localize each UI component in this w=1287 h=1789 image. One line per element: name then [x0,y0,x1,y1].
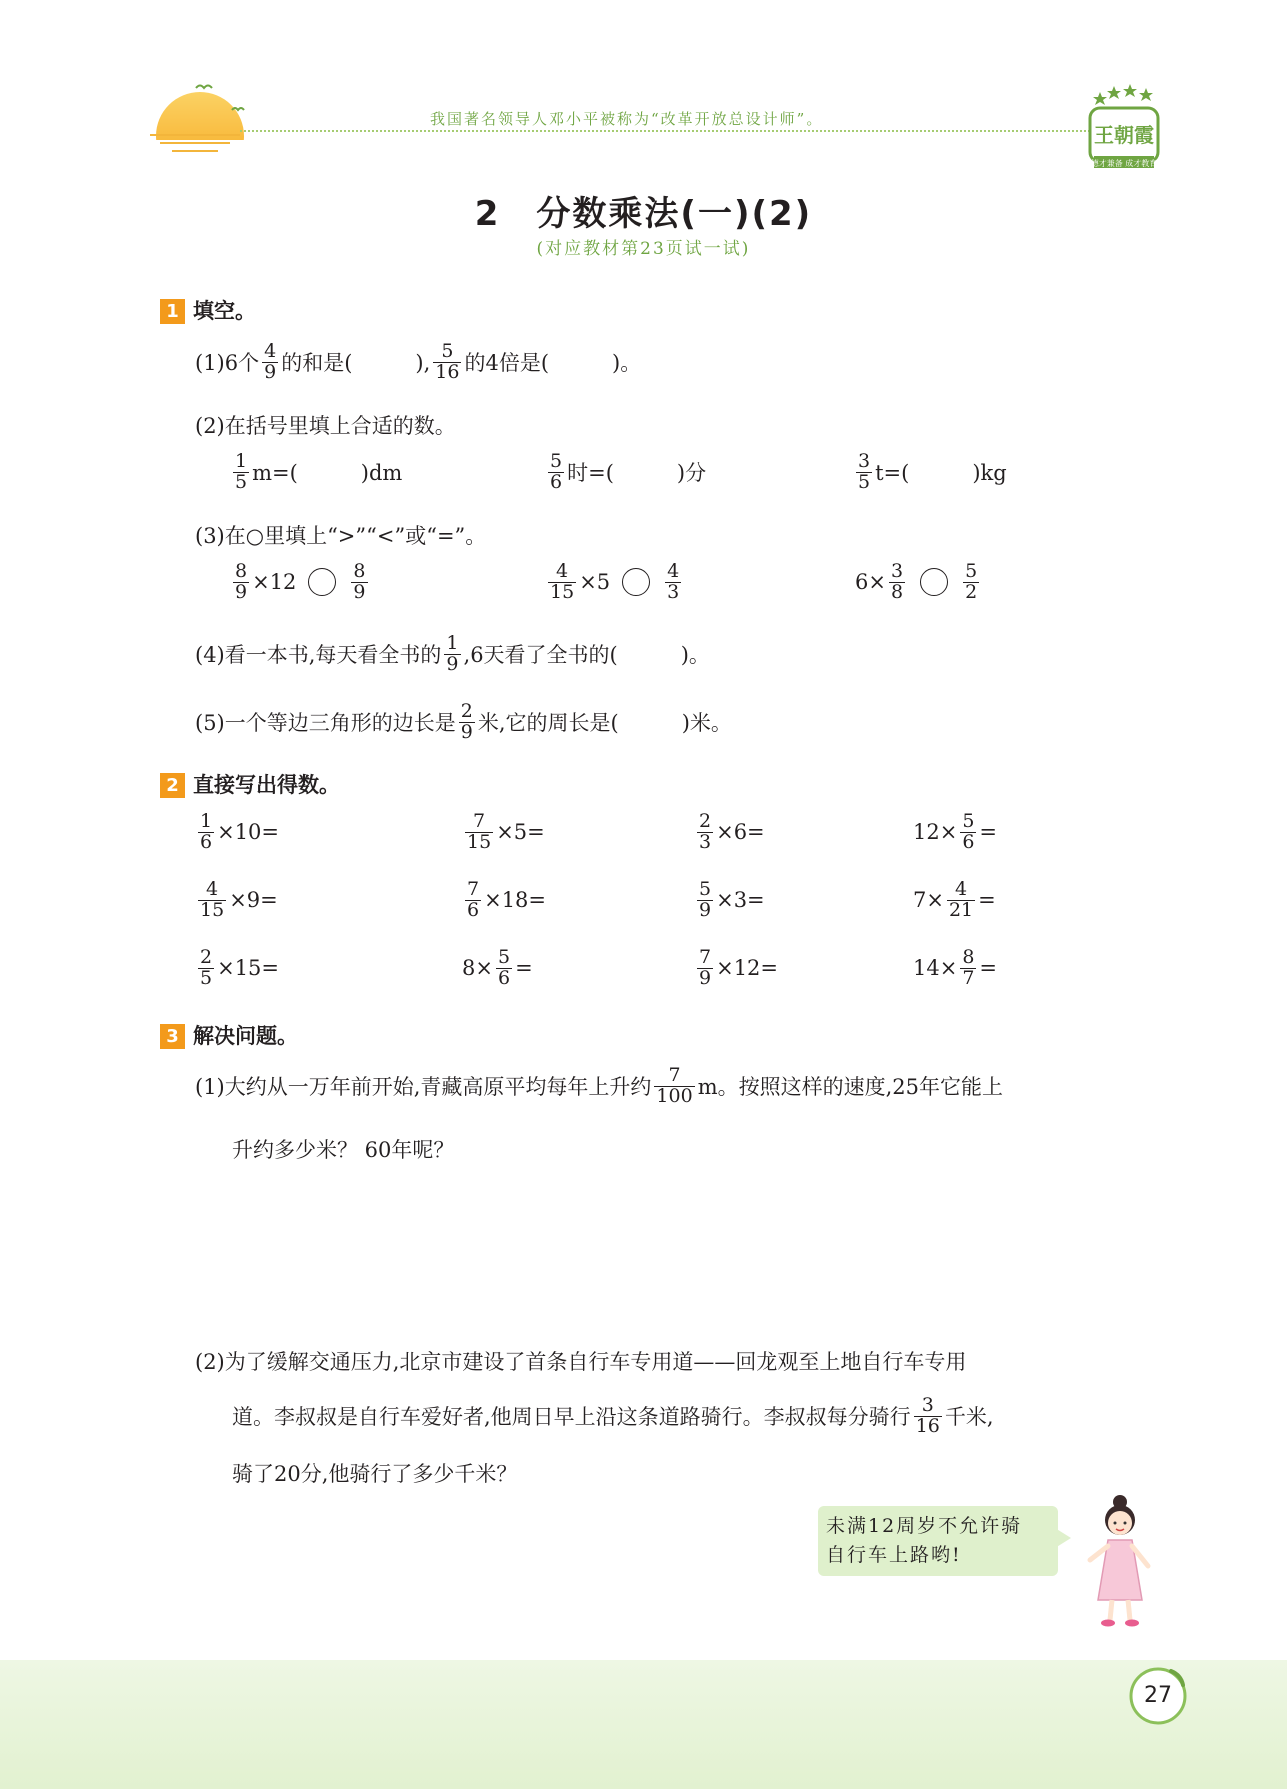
fraction: $\frac{1}{9}$ [446,632,459,675]
fraction: $\frac{1}{5}$ [235,450,248,493]
fraction: $\frac{5}{2}$ [965,560,978,603]
page-subtitle: (对应教材第23页试一试) [536,239,751,259]
fraction: $\frac{4}{15}$ [200,878,225,921]
question-text: (3)在○里填上“>”“<”或“=”。 [195,524,487,548]
calc-item [694,880,765,921]
sun-reflection-line [160,142,230,144]
section-3-heading [160,1022,298,1050]
calc-item [195,880,278,921]
tip-bubble-tail [1055,1528,1071,1548]
compare-item: $\frac{8}{9}$ ×12 $\frac{8}{9}$ [235,560,366,603]
problem-text: 升约多少米？ 60年呢？ [232,1138,455,1162]
calc-suffix: = [515,956,533,981]
sun-reflection-line [150,134,240,136]
fraction: $\frac{4}{15}$ [550,560,575,603]
calc-suffix: ×10= [217,820,280,845]
footer-band [0,1660,1287,1789]
calc-prefix: 7× [913,888,944,913]
calc-item [195,948,279,989]
calc-item [913,948,997,989]
fraction: $\frac{7}{15}$ [467,810,492,853]
calc-item [694,948,778,989]
fraction: $\frac{8}{9}$ [235,560,248,603]
calc-suffix: ×6= [716,820,765,845]
brand-logo [1084,80,1164,172]
question-1-2 [195,410,456,440]
calc-prefix: 12× [913,820,958,845]
fraction: $\frac{3}{16}$ [915,1394,940,1437]
question-1-5 [195,702,732,743]
section-2-heading [160,771,340,799]
compare-circle[interactable] [308,568,336,596]
calc-suffix: ×9= [229,888,278,913]
calc-suffix: ×15= [217,956,280,981]
fraction: $\frac{7}{9}$ [699,946,712,989]
tip-text [826,1512,1056,1570]
fraction: $\frac{8}{9}$ [353,560,366,603]
problem-3-2-line-1 [195,1346,966,1376]
compare-item: $\frac{4}{15}$ ×5 $\frac{4}{3}$ [550,560,680,603]
compare-circle[interactable] [622,568,650,596]
question-text: 的和是( ), [281,351,431,376]
section-heading-text: 填空。 [193,299,256,323]
conversion-text: t=( )kg [875,461,1007,486]
section-number-badge: 1 [160,299,185,324]
fraction: $\frac{7}{6}$ [467,878,480,921]
question-text: 米,它的周长是( )米。 [477,711,732,736]
question-text: (1)6个 [195,351,260,376]
girl-illustration [1080,1490,1160,1630]
fraction: $\frac{8}{7}$ [962,946,975,989]
page-number: 27 [1144,1683,1172,1708]
question-text: (5)一个等边三角形的边长是 [195,711,456,736]
compare-item: 6× $\frac{3}{8}$ $\frac{5}{2}$ [855,560,978,603]
conversion-item [545,452,706,493]
page-title: 2 分数乘法(一)(2) [474,194,813,234]
tip-line: 自行车上路哟! [826,1544,962,1566]
brand-name: 王朝霞 [1094,123,1154,147]
brand-tagline: 德才兼备 成才教育 [1090,159,1158,168]
fraction: $\frac{1}{6}$ [200,810,213,853]
calc-suffix: = [978,888,996,913]
problem-3-2-line-2 [232,1396,994,1437]
question-1-3 [195,520,486,550]
calc-prefix: 8× [462,956,493,981]
header-divider [240,130,1090,132]
section-heading-text: 直接写出得数。 [193,773,340,797]
calc-suffix: ×18= [484,888,547,913]
tip-line: 未满12周岁不允许骑 [826,1515,1023,1537]
problem-3-1-line-1 [195,1066,1003,1107]
problem-text: 骑了20分,他骑行了多少千米？ [232,1462,518,1486]
problem-3-1-line-2 [232,1134,454,1164]
sun-reflection-line [172,150,218,152]
fraction: $\frac{3}{8}$ [890,560,904,603]
fraction: $\frac{7}{100}$ [656,1064,693,1107]
birds-icon [192,80,252,120]
calc-suffix: ×5= [496,820,545,845]
fraction: $\frac{5}{9}$ [699,878,712,921]
calc-item [913,812,997,853]
fraction: $\frac{5}{16}$ [435,340,460,383]
conversion-text: m=( )dm [252,461,403,486]
section-1-heading [160,297,256,325]
problem-text: (2)为了缓解交通压力,北京市建设了首条自行车专用道——回龙观至上地自行车专用 [195,1350,967,1374]
fraction: $\frac{2}{5}$ [200,946,213,989]
fraction: $\frac{2}{9}$ [460,700,473,743]
section-number-badge: 2 [160,773,185,798]
calc-suffix: ×12= [716,956,779,981]
calc-item [913,880,996,921]
problem-text: (1)大约从一万年前开始,青藏高原平均每年上升约 [195,1075,652,1100]
conversion-item [853,452,1007,493]
header-motto: 我国著名领导人邓小平被称为“改革开放总设计师”。 [430,110,824,128]
calc-item [462,812,545,853]
problem-text: 道。李叔叔是自行车爱好者,他周日早上沿这条道路骑行。李叔叔每分骑行 [232,1405,911,1430]
calc-suffix: = [979,820,998,845]
fraction: $\frac{5}{6}$ [550,450,563,493]
section-number-badge: 3 [160,1024,185,1049]
fraction: $\frac{3}{5}$ [858,450,871,493]
calc-item [462,880,546,921]
problem-text: m。按照这样的速度,25年它能上 [697,1075,1003,1100]
calc-prefix: 14× [913,956,958,981]
calc-suffix: = [979,956,998,981]
calc-suffix: ×3= [716,888,765,913]
fraction: $\frac{4}{3}$ [667,560,680,603]
question-1-1 [195,342,641,383]
calc-item [462,948,533,989]
compare-circle[interactable] [920,568,948,596]
calc-item [694,812,765,853]
fraction: $\frac{2}{3}$ [699,810,712,853]
calc-item [195,812,279,853]
conversion-text: 时=( )分 [567,461,707,486]
question-1-4 [195,634,710,675]
question-text: 的4倍是( )。 [464,351,642,376]
question-text: (4)看一本书,每天看全书的 [195,643,442,668]
problem-3-2-line-3 [232,1458,517,1488]
conversion-item [230,452,402,493]
question-text: (2)在括号里填上合适的数。 [195,414,456,438]
fraction: $\frac{4}{9}$ [264,340,277,383]
section-heading-text: 解决问题。 [193,1024,298,1048]
fraction: $\frac{5}{6}$ [962,810,975,853]
fraction: $\frac{4}{21}$ [948,878,974,921]
question-text: ,6天看了全书的( )。 [463,643,710,668]
fraction: $\frac{5}{6}$ [497,946,511,989]
problem-text: 千米, [944,1405,994,1430]
